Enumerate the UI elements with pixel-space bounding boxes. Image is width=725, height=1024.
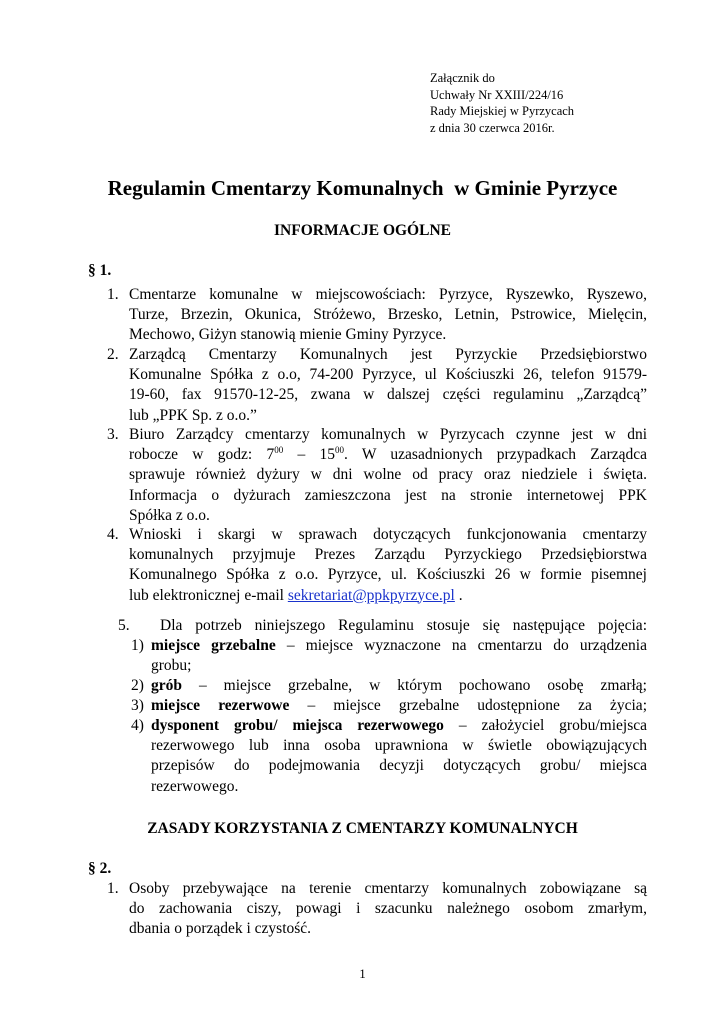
text-line: Spółka z o.o. <box>129 506 210 524</box>
annex-line: Rady Miejskiej w Pyrzycach <box>430 104 575 118</box>
definition-text: – miejsce grzebalne udostępnione za życia; <box>289 697 647 714</box>
text-line: Dla potrzeb niniejszego Regulaminu stosuje się następujące pojęcia: <box>160 617 647 634</box>
definition-text: – miejsce grzebalne, w którym pochowano osobę zmarłą; <box>182 677 647 694</box>
text-line: lub „PPK Sp. z o.o.” <box>129 406 257 424</box>
text-line: Zarządcą Cmentarzy Komunalnych jest Pyrzyckie Przedsiębiorstwo <box>129 346 647 363</box>
text-line: rezerwowego lub inna osoba uprawniona w świetle obowiązujących <box>151 737 647 755</box>
hours-prefix: robocze w godz: 7 <box>129 446 275 464</box>
text-line <box>151 636 647 656</box>
text-line: Komunalne Spółka z o.o, 74-200 Pyrzyce, ul Kościuszki 26, telefon 91579- <box>129 366 647 384</box>
list-item <box>118 616 647 636</box>
text-line-email <box>129 586 647 606</box>
page-number: 1 <box>359 966 366 981</box>
text-line: do zachowania ciszy, powagi i szacunku należnego osobom zmarłym, <box>129 900 647 918</box>
annex-line: Uchwały Nr XXIII/224/16 <box>430 87 564 102</box>
text-line: Komunalnego Spółka z o.o. Pyrzyce, ul. Kościuszki 26 w formie pisemnej <box>129 566 647 584</box>
text-line <box>151 716 647 736</box>
definition-term: grób <box>151 677 182 694</box>
text-line: przepisów do podejmowania decyzji dotyczących grobu/ miejsca <box>151 757 647 775</box>
item-number: 4. <box>107 526 119 543</box>
email-prefix: lub elektronicznej e-mail <box>129 586 288 604</box>
text-line: rezerwowego. <box>151 777 239 795</box>
definition-term: miejsce grzebalne <box>151 637 276 654</box>
definition-item <box>131 716 647 797</box>
definition-term: miejsce rezerwowe <box>151 697 290 714</box>
definition-item <box>131 676 647 696</box>
definition-term: dysponent grobu/ miejsca rezerwowego <box>151 717 444 734</box>
item-number: 1. <box>107 286 119 303</box>
list-item <box>107 285 647 346</box>
definition-number: 3) <box>131 697 144 714</box>
email-link[interactable]: sekretariat@ppkpyrzyce.pl <box>287 586 455 604</box>
paragraph-mark-1: § 1. <box>88 262 112 279</box>
text-line: dbania o porządek i czystość. <box>129 920 312 938</box>
definition-item <box>131 696 647 716</box>
annex-line: Załącznik do <box>430 71 495 85</box>
list-item <box>107 425 647 526</box>
text-line-hours <box>129 445 647 465</box>
text-line: grobu; <box>151 657 192 675</box>
section-heading-rules: ZASADY KORZYSTANIA Z CMENTARZY KOMUNALNYCH <box>147 820 578 837</box>
annex-line: z dnia 30 czerwca 2016r. <box>430 120 555 135</box>
item-number: 3. <box>107 426 119 443</box>
definition-number: 1) <box>131 637 144 654</box>
text-line: Turze, Brzezin, Okunica, Stróżewo, Brzesko, Letnin, Pstrowice, Mielęcin, <box>129 306 647 324</box>
text-line: Osoby przebywające na terenie cmentarzy komunalnych zobowiązane są <box>129 880 647 897</box>
paragraph-mark-2: § 2. <box>88 860 112 877</box>
text-line <box>151 696 647 716</box>
text-line: Wnioski i skargi w sprawach dotyczących funkcjonowania cmentarzy <box>129 526 647 543</box>
definition-number: 4) <box>131 717 144 734</box>
list-item <box>107 345 647 426</box>
item-number: 1. <box>107 880 119 897</box>
definition-item <box>131 636 647 676</box>
hours-suffix: . W uzasadnionych przypadkach Zarządca <box>343 446 647 464</box>
definition-text: – założyciel grobu/miejsca <box>443 717 647 734</box>
hours-dash: – <box>283 446 320 464</box>
text-line: Mechowo, Giżyn stanowią mienie Gminy Pyrzyce. <box>129 326 447 344</box>
hours-superscript: 00 <box>334 445 344 456</box>
document-title: Regulamin Cmentarzy Komunalnych w Gminie Pyrzyce <box>107 176 618 200</box>
hours-end: 15 <box>319 446 335 464</box>
text-line <box>151 676 647 696</box>
item-number: 5. <box>118 617 130 634</box>
text-line: Biuro Zarządcy cmentarzy komunalnych w Pyrzycach czynne jest w dni <box>129 426 647 443</box>
definition-text: – miejsce wyznaczone na cmentarzu do urządzenia <box>275 637 647 654</box>
section-heading-general: INFORMACJE OGÓLNE <box>274 222 451 239</box>
definition-number: 2) <box>131 677 144 694</box>
hours-superscript: 00 <box>274 445 284 456</box>
text-line: Informacja o dyżurach zamieszczona jest na stronie internetowej PPK <box>129 486 647 504</box>
item-number: 2. <box>107 346 119 363</box>
list-item <box>107 879 647 940</box>
text-line: 19-60, fax 91570-12-25, zwana w dalszej części regulaminu „Zarządcą” <box>129 386 647 404</box>
annex-note <box>430 70 574 136</box>
list-item <box>107 525 647 606</box>
text-line: Cmentarze komunalne w miejscowościach: Pyrzyce, Ryszewko, Ryszewo, <box>129 286 647 303</box>
text-line: komunalnych przyjmuje Prezes Zarządu Pyrzyckiego Przedsiębiorstwa <box>129 546 647 564</box>
text-line: sprawuje również dyżury w dni wolne od pracy oraz niedziele i święta. <box>129 466 647 484</box>
email-suffix: . <box>454 586 463 604</box>
